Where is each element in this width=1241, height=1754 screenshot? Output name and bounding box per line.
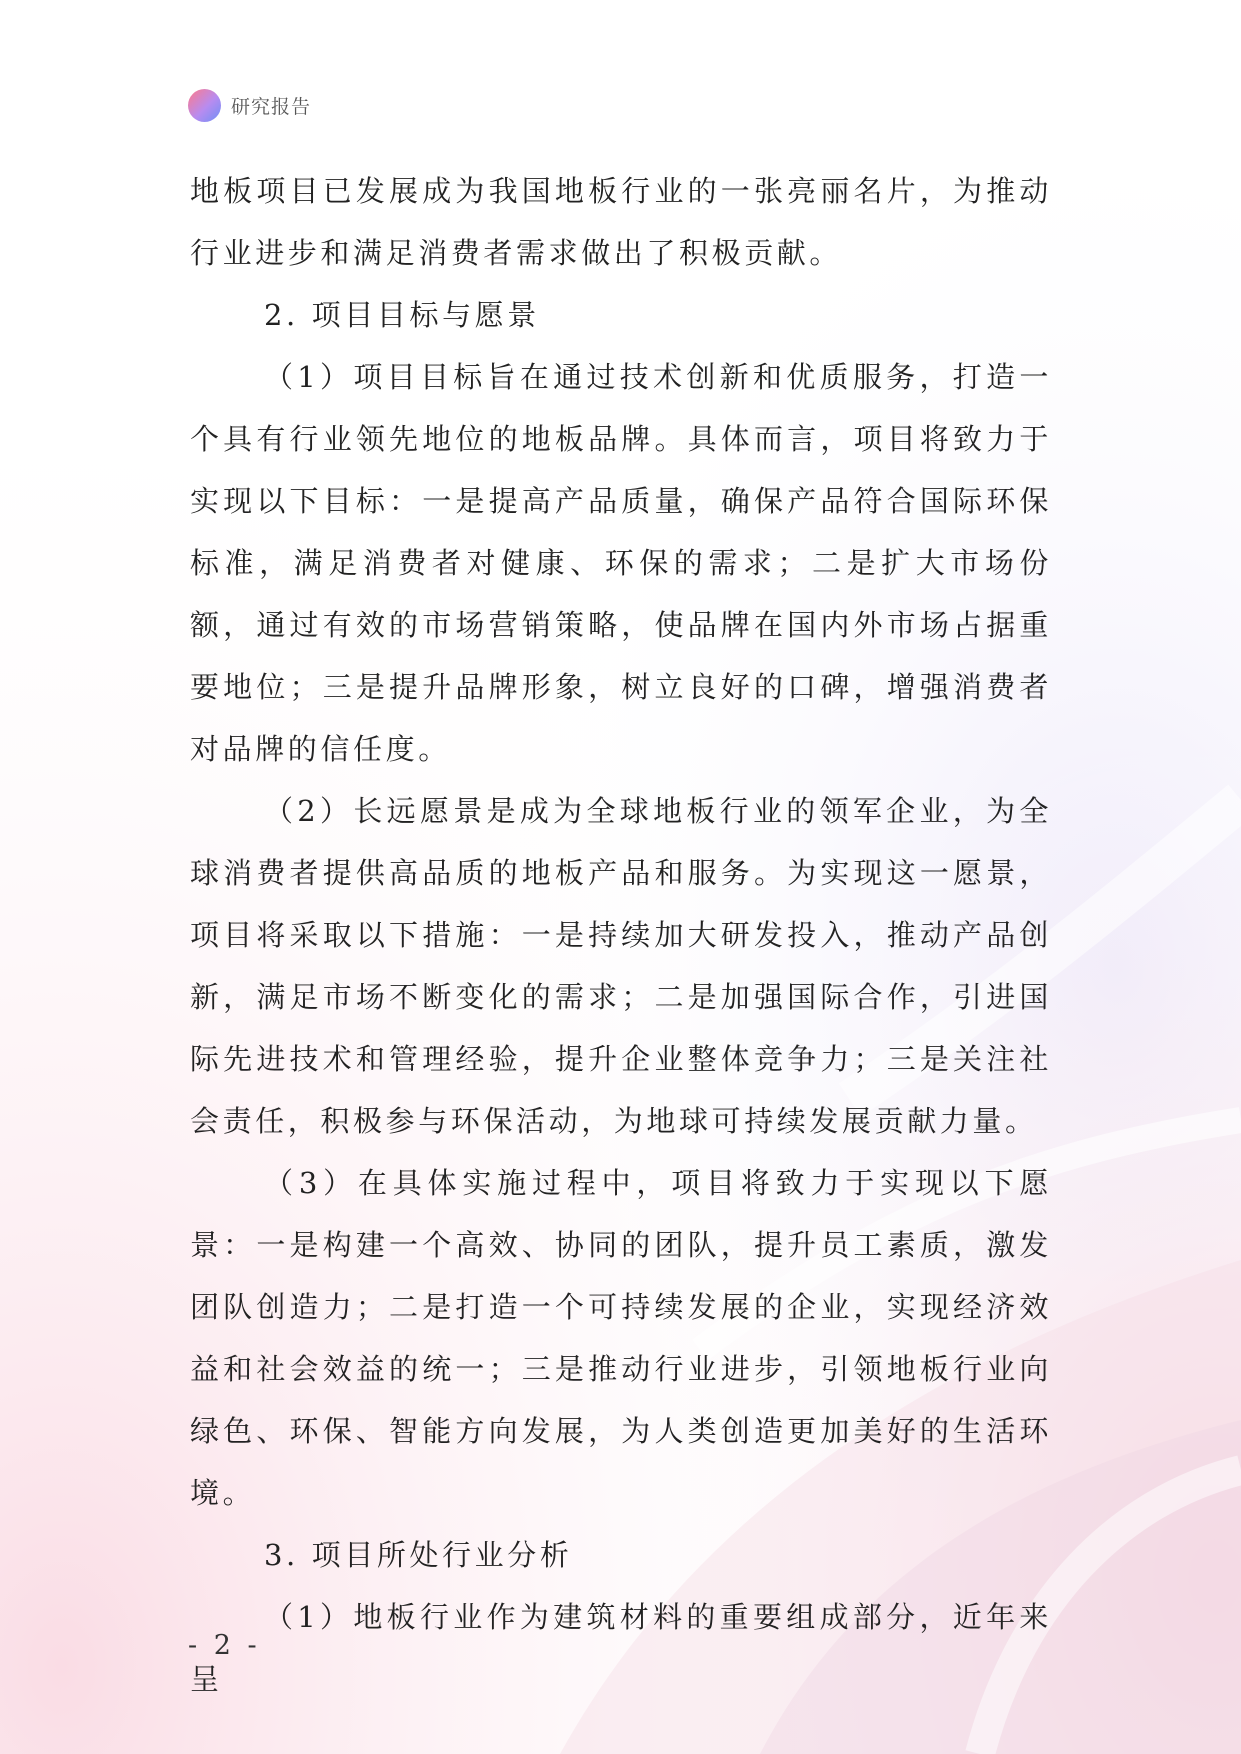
page-header xyxy=(188,88,311,122)
page-number: - 2 - xyxy=(188,1630,261,1661)
document-body xyxy=(190,160,1052,1710)
body-paragraph: （1）项目目标旨在通过技术创新和优质服务，打造一个具有行业领先地位的地板品牌。具体而言，项目将致力于实现以下目标：一是提高产品质量，确保产品符合国际环保标准，满足消费者对健康、环保的需求；二是扩大市场份额，通过有效的市场营销策略，使品牌在国内外市场占据重要地位；三是提升品牌形象，树立良好的口碑，增强消费者对品牌的信任度。 xyxy=(190,360,1052,766)
section-heading: 3. 项目所处行业分析 xyxy=(264,1538,573,1572)
header-title: 研究报告 xyxy=(231,95,312,118)
body-paragraph: 地板项目已发展成为我国地板行业的一张亮丽名片，为推动行业进步和满足消费者需求做出了积极贡献。 xyxy=(190,174,1052,270)
body-paragraph: （2）长远愿景是成为全球地板行业的领军企业，为全球消费者提供高品质的地板产品和服务。为实现这一愿景，项目将采取以下措施：一是持续加大研发投入，推动产品创新，满足市场不断变化的需求；二是加强国际合作，引进国际先进技术和管理经验，提升企业整体竞争力；三是关注社会责任，积极参与环保活动，为地球可持续发展贡献力量。 xyxy=(190,794,1052,1138)
body-paragraph: （3）在具体实施过程中，项目将致力于实现以下愿景：一是构建一个高效、协同的团队，提升员工素质，激发团队创造力；二是打造一个可持续发展的企业，实现经济效益和社会效益的统一；三是推动行业进步，引领地板行业向绿色、环保、智能方向发展，为人类创造更加美好的生活环境。 xyxy=(190,1166,1052,1510)
report-logo-icon xyxy=(188,89,221,122)
section-heading: 2. 项目目标与愿景 xyxy=(264,298,540,332)
body-paragraph: （1）地板行业作为建筑材料的重要组成部分，近年来呈 xyxy=(190,1600,1052,1696)
